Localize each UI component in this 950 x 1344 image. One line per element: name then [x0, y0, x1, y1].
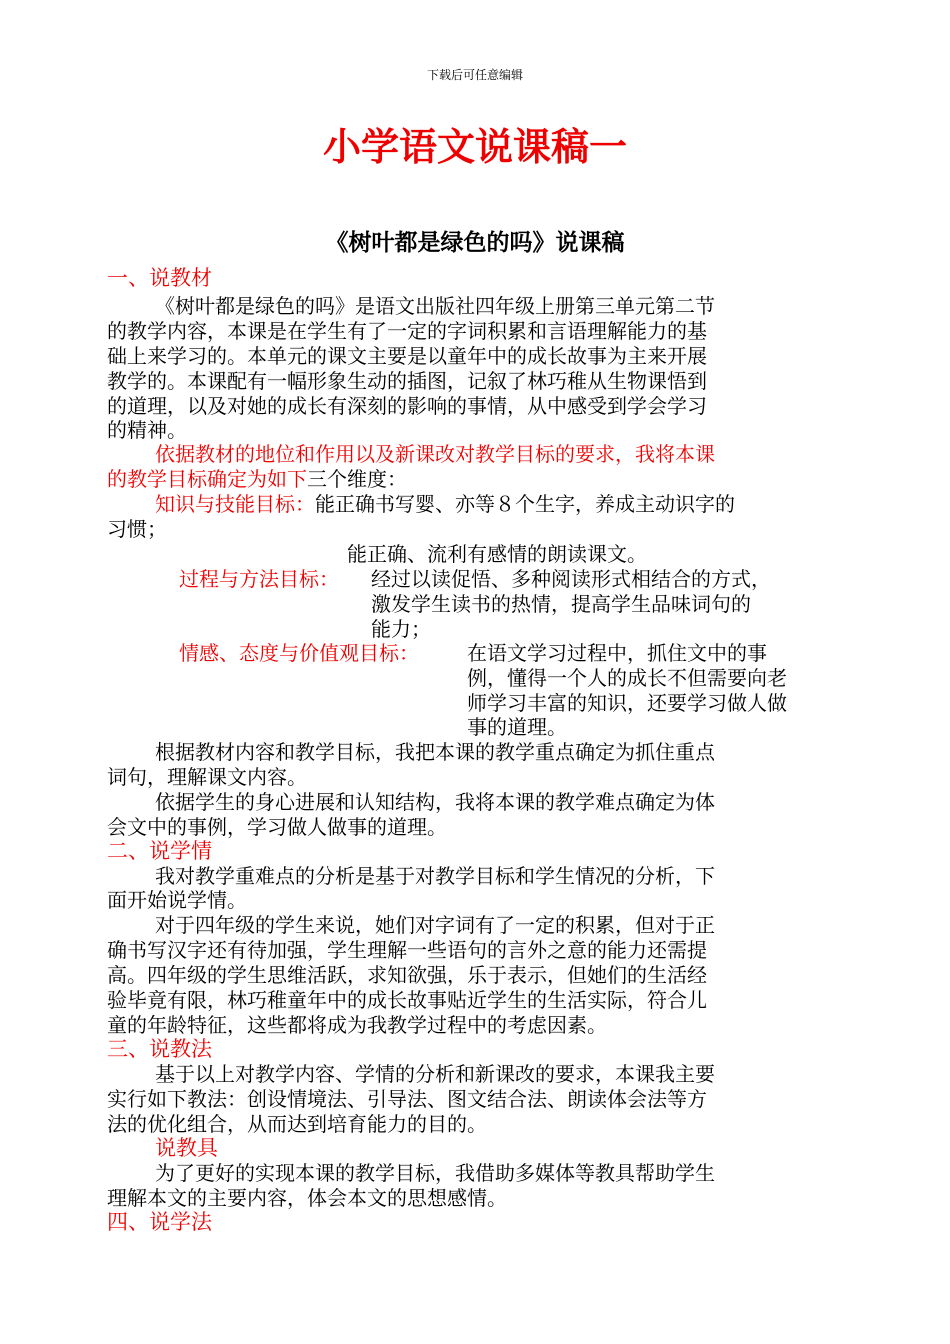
goal-emotion-label: 情感、态度与价值观目标：: [179, 641, 419, 665]
subheading-teaching-aids: 说教具: [155, 1136, 218, 1160]
difficulty-line: 依据学生的身心进展和认知结构，我将本课的教学难点确定为体: [155, 790, 715, 814]
paragraph-line: 面开始说学情。: [107, 888, 247, 912]
goal-knowledge: [155, 488, 735, 517]
paragraph-line: 法的优化组合，从而达到培育能力的目的。: [107, 1112, 487, 1136]
goal-intro-red: 的教学目标确定为如下: [107, 467, 307, 491]
goal-emotion-line: 事的道理。: [467, 715, 567, 739]
goal-emotion-line: 例，懂得一个人的成长不但需要向老: [467, 666, 787, 690]
paragraph-line: 对于四年级的学生来说，她们对字词有了一定的积累，但对于正: [155, 913, 715, 937]
paragraph-line: 我对教学重难点的分析是基于对教学目标和学生情况的分析，下: [155, 864, 715, 888]
paragraph-line: 《树叶都是绿色的吗》是语文出版社四年级上册第三单元第二节: [155, 294, 715, 318]
goal-intro-black: 三个维度：: [307, 467, 407, 491]
paragraph-line: 的道理，以及对她的成长有深刻的影响的事情，从中感受到学会学习: [107, 394, 707, 418]
goal-knowledge-text: 能正确书写婴、亦等８个生字，养成主动识字的: [315, 492, 735, 516]
document-title: 小学语文说课稿一: [322, 124, 627, 169]
paragraph-line: 为了更好的实现本课的教学目标，我借助多媒体等教具帮助学生: [155, 1161, 715, 1185]
paragraph-line: 确书写汉字还有待加强，学生理解一些语句的言外之意的能力还需提: [107, 938, 707, 962]
goal-process-line: 能力；: [371, 617, 431, 641]
goal-process-label: 过程与方法目标：: [179, 567, 339, 591]
paragraph-line: 教学的。本课配有一幅形象生动的插图，记叙了林巧稚从生物课悟到: [107, 369, 707, 393]
paragraph-line: 实行如下教法：创设情境法、引导法、图文结合法、朗读体会法等方: [107, 1087, 707, 1111]
paragraph-line: 基于以上对教学内容、学情的分析和新课改的要求，本课我主要: [155, 1062, 715, 1086]
paragraph-line: 的精神。: [107, 418, 187, 442]
goal-knowledge-cont: 习惯；: [107, 517, 167, 541]
paragraph-line: 础上来学习的。本单元的课文主要是以童年中的成长故事为主来开展: [107, 344, 707, 368]
paragraph-line: 验毕竟有限，林巧稚童年中的成长故事贴近学生的生活实际，符合儿: [107, 988, 707, 1012]
difficulty-line: 会文中的事例，学习做人做事的道理。: [107, 815, 447, 839]
goal-process-line: 经过以读促悟、多种阅读形式相结合的方式，: [371, 567, 771, 591]
section-heading-methods: 三、说教法: [107, 1037, 212, 1061]
section-heading-textbook: 一、说教材: [107, 266, 212, 290]
goal-emotion-line: 师学习丰富的知识，还要学习做人做: [467, 691, 787, 715]
section-heading-students: 二、说学情: [107, 839, 212, 863]
key-point-line: 根据教材内容和教学目标，我把本课的教学重点确定为抓住重点: [155, 740, 715, 764]
paragraph-line: 高。四年级的学生思维活跃，求知欲强，乐于表示，但她们的生活经: [107, 963, 707, 987]
paragraph-line: 理解本文的主要内容，体会本文的思想感情。: [107, 1186, 507, 1210]
section-heading-learning-methods: 四、说学法: [107, 1210, 212, 1234]
paragraph-line: 童的年龄特征，这些都将成为我教学过程中的考虑因素。: [107, 1013, 607, 1037]
goal-knowledge-label: 知识与技能目标：: [155, 492, 315, 516]
paragraph-line: 的教学内容，本课是在学生有了一定的字词积累和言语理解能力的基: [107, 319, 707, 343]
header-note: 下载后可任意编辑: [426, 68, 523, 82]
document-subtitle: 《树叶都是绿色的吗》说课稿: [325, 229, 625, 256]
goal-process-line: 激发学生读书的热情，提高学生品味词句的: [371, 592, 751, 616]
goal-knowledge-line2: 能正确、流利有感情的朗读课文。: [347, 542, 647, 566]
goal-emotion-line: 在语文学习过程中，抓住文中的事: [467, 641, 767, 665]
goal-intro-line: 依据教材的地位和作用以及新课改对教学目标的要求，我将本课: [155, 442, 715, 466]
key-point-line: 词句，理解课文内容。: [107, 765, 307, 789]
